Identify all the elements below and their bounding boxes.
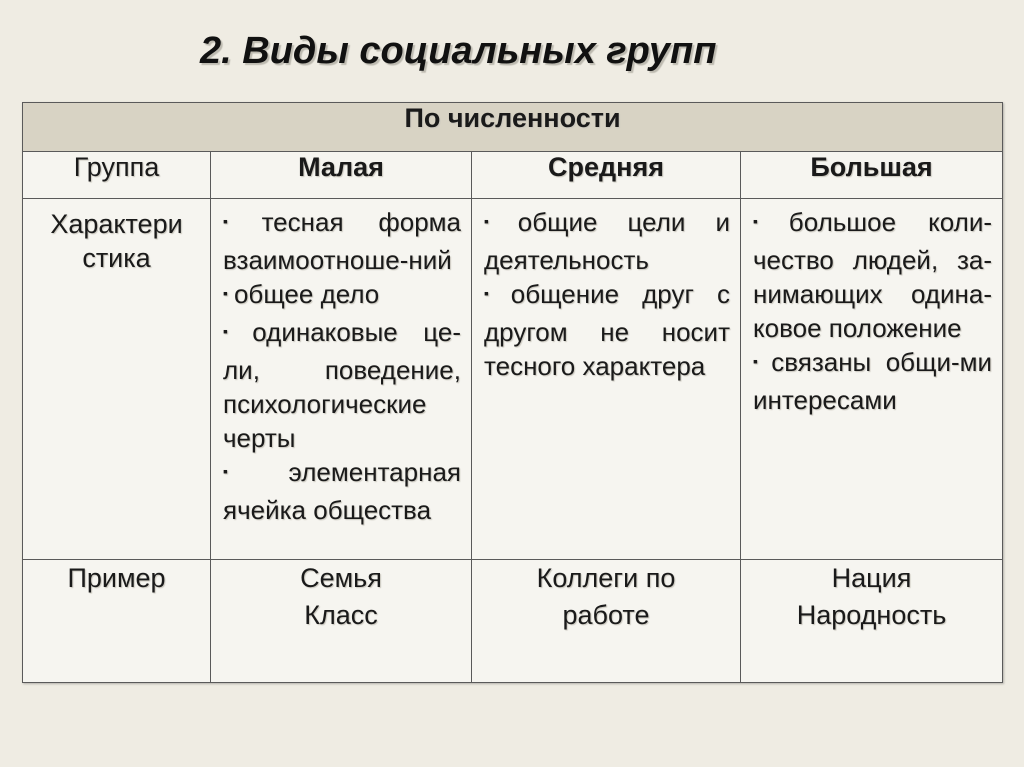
example-small-line1: Семья xyxy=(300,563,382,593)
slide-title: 2. Виды социальных групп xyxy=(200,30,717,72)
characteristic-label xyxy=(23,199,211,560)
characteristic-small-cell xyxy=(211,199,472,560)
bullet-icon: ▪ xyxy=(223,285,228,301)
example-label: Пример xyxy=(23,560,211,683)
example-row xyxy=(23,560,1003,683)
list-item: ▪ элементарная ячейка общества xyxy=(223,457,461,525)
characteristic-row xyxy=(23,199,1003,560)
example-medium-line1: Коллеги по xyxy=(536,563,676,593)
list-item: ▪ связаны общи-ми интересами xyxy=(753,347,993,415)
example-large-line1: Нация xyxy=(831,563,912,593)
column-header-medium: Средняя xyxy=(472,152,741,199)
characteristic-label-line2: стика xyxy=(82,243,151,273)
characteristic-medium-list xyxy=(472,199,740,383)
example-large-cell xyxy=(741,560,1003,683)
characteristic-small-list xyxy=(211,199,471,527)
social-groups-table xyxy=(22,102,1003,683)
list-item: ▪ тесная форма взаимоотноше-ний xyxy=(223,207,461,275)
column-header-row xyxy=(23,152,1003,199)
list-item: ▪ общие цели и деятельность xyxy=(484,207,730,275)
characteristic-label-line1: Характери xyxy=(50,209,183,239)
example-large-line2: Народность xyxy=(796,600,947,630)
column-header-group: Группа xyxy=(23,152,211,199)
bullet-icon: ▪ xyxy=(753,213,783,229)
list-item: ▪ общение друг с другом не носит тесного характера xyxy=(484,279,730,381)
bullet-icon: ▪ xyxy=(223,213,256,229)
list-item: ▪ одинаковые це-ли, поведение, психологические черты xyxy=(223,317,461,453)
table-header-row xyxy=(23,103,1003,152)
example-small-cell xyxy=(211,560,472,683)
bullet-icon: ▪ xyxy=(223,463,283,479)
example-medium-cell xyxy=(472,560,741,683)
column-header-small: Малая xyxy=(211,152,472,199)
bullet-icon: ▪ xyxy=(484,285,505,301)
bullet-icon: ▪ xyxy=(484,213,512,229)
characteristic-large-list xyxy=(741,199,1002,417)
example-medium-line2: работе xyxy=(562,600,650,630)
example-small-line2: Класс xyxy=(304,600,378,630)
table-header-by-size: По численности xyxy=(23,103,1003,152)
characteristic-medium-cell xyxy=(472,199,741,560)
list-item: ▪ общее дело xyxy=(223,279,380,309)
list-item: ▪ большое коли-чество людей, за-нимающих одина-ковое положение xyxy=(753,207,993,343)
bullet-icon: ▪ xyxy=(753,353,766,369)
characteristic-large-cell xyxy=(741,199,1003,560)
bullet-icon: ▪ xyxy=(223,323,247,339)
column-header-large: Большая xyxy=(741,152,1003,199)
